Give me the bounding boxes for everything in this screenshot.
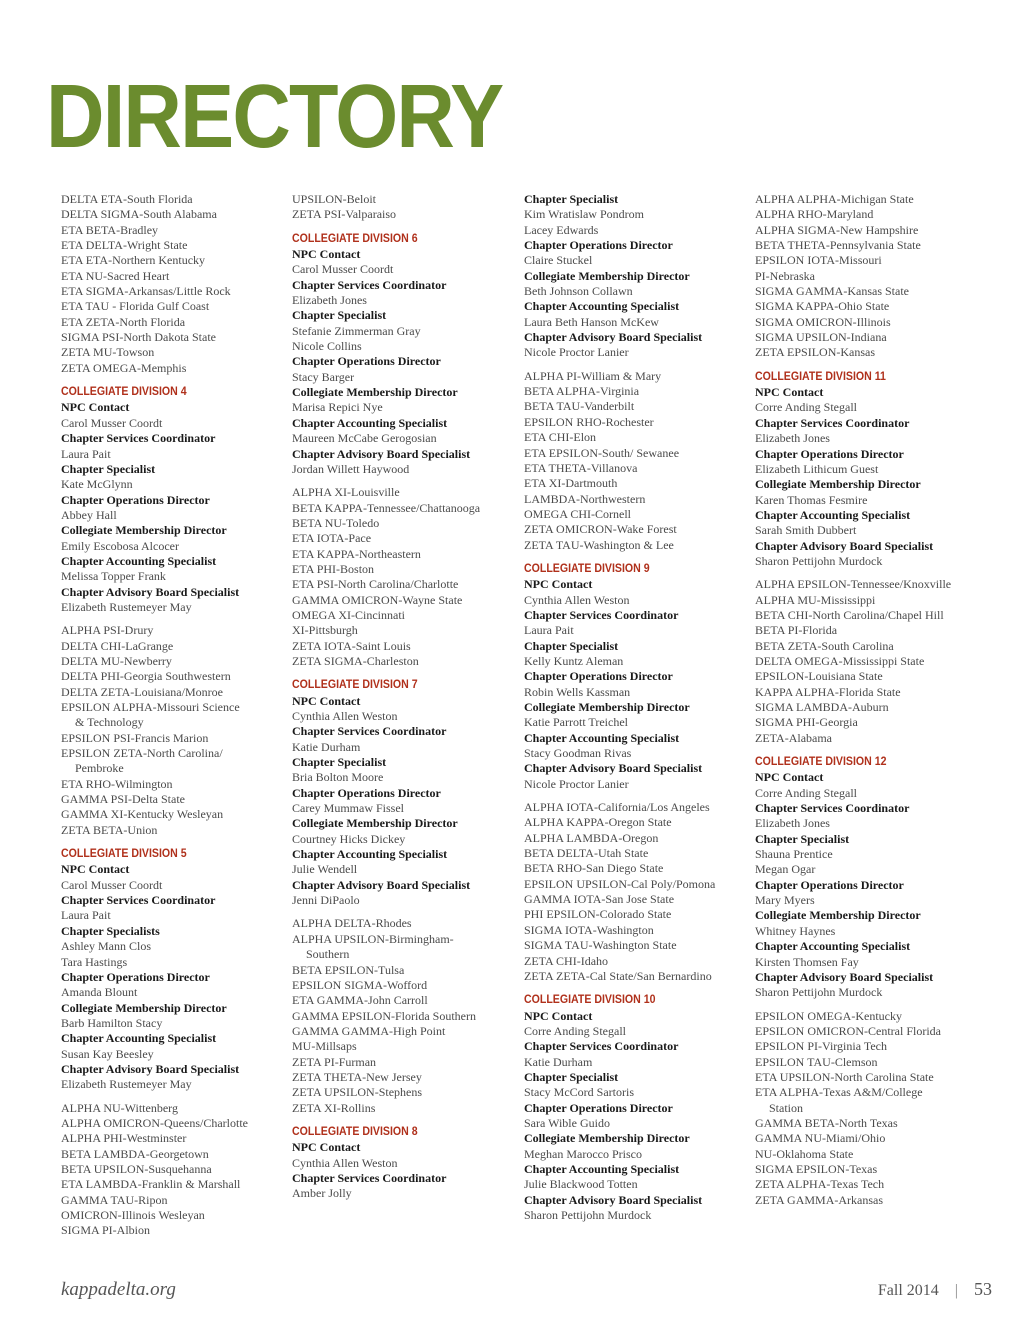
role-title: Chapter Specialist <box>524 192 619 206</box>
role-title: Chapter Specialists <box>61 923 160 938</box>
entry-line: ETA IOTA-Pace <box>292 531 372 546</box>
role-title: Chapter Services Coordinator <box>292 277 447 292</box>
entry-line: OMEGA CHI-Cornell <box>524 506 631 521</box>
entry-line-continuation: Station <box>769 1100 804 1115</box>
role-title: Chapter Services Coordinator <box>61 431 216 446</box>
entry-line: Maureen McCabe Gerogosian <box>292 431 437 446</box>
entry-line: Cynthia Allen Weston <box>292 709 398 723</box>
role-title: Chapter Operations Director <box>61 969 210 984</box>
entry-line: DELTA SIGMA-South Alabama <box>61 207 217 222</box>
entry-line: BETA TAU-Vanderbilt <box>524 399 635 414</box>
entry-line: Elizabeth Lithicum Guest <box>755 461 879 476</box>
entry-line: Susan Kay Beesley <box>61 1046 154 1061</box>
issue-label: Fall 2014 <box>877 1282 939 1299</box>
entry-line: ETA XI-Dartmouth <box>524 476 618 491</box>
entry-line: Laura Pait <box>524 623 574 638</box>
entry-line: SIGMA UPSILON-Indiana <box>755 330 887 345</box>
entry-line: Stacy Barger <box>292 369 355 384</box>
entry-line: GAMMA TAU-Ripon <box>61 1192 168 1207</box>
entry-line: ETA EPSILON-South/ Sewanee <box>524 445 680 460</box>
entry-line: ETA GAMMA-John Carroll <box>292 993 428 1008</box>
entry-line: EPSILON SIGMA-Wofford <box>292 977 428 992</box>
entry-line: ETA ETA-Northern Kentucky <box>61 253 206 268</box>
entry-line: ZETA UPSILON-Stephens <box>292 1085 423 1100</box>
role-title: Chapter Services Coordinator <box>292 724 447 739</box>
role-title: Chapter Services Coordinator <box>292 1170 447 1185</box>
role-title: Chapter Operations Director <box>524 238 673 253</box>
division-heading: COLLEGIATE DIVISION 10 <box>524 994 656 1007</box>
role-title: Chapter Services Coordinator <box>61 893 216 908</box>
role-title: Chapter Accounting Specialist <box>61 553 217 568</box>
role-title: Chapter Advisory Board Specialist <box>755 969 934 984</box>
entry-line: ETA PSI-North Carolina/Charlotte <box>292 577 459 592</box>
entry-line: XI-Pittsburgh <box>292 623 358 638</box>
role-title: Chapter Advisory Board Specialist <box>61 584 240 599</box>
entry-line: Cynthia Allen Weston <box>292 1155 398 1170</box>
entry-line: ZETA BETA-Union <box>61 822 158 837</box>
entry-line: BETA ZETA-South Carolina <box>755 638 894 653</box>
role-title: Chapter Accounting Specialist <box>61 1031 217 1046</box>
entry-line: Nicole Proctor Lanier <box>524 345 629 360</box>
role-title: Chapter Operations Director <box>292 785 441 800</box>
entry-line: ETA UPSILON-North Carolina State <box>755 1069 934 1084</box>
entry-line: ETA CHI-Elon <box>524 430 597 445</box>
role-title: Chapter Accounting Specialist <box>755 939 911 954</box>
entry-line: SIGMA OMICRON-Illinois <box>755 314 891 329</box>
entry-line-continuation: Pembroke <box>75 761 124 776</box>
entry-line: SIGMA GAMMA-Kansas State <box>755 284 909 299</box>
entry-line: SIGMA EPSILON-Texas <box>755 1161 878 1176</box>
entry-line: ALPHA PHI-Westminster <box>61 1131 187 1146</box>
entry-line: EPSILON UPSILON-Cal Poly/Pomona <box>524 876 716 891</box>
entry-line: SIGMA PHI-Georgia <box>755 715 858 730</box>
entry-line: DELTA PHI-Georgia Southwestern <box>61 669 231 684</box>
role-title: Chapter Operations Director <box>524 1100 673 1115</box>
entry-line: Jenni DiPaolo <box>292 893 360 908</box>
role-title: Chapter Services Coordinator <box>524 1039 679 1054</box>
entry-line: SIGMA LAMBDA-Auburn <box>755 700 889 714</box>
entry-line: SIGMA IOTA-Washington <box>524 922 654 937</box>
entry-line: BETA LAMBDA-Georgetown <box>61 1146 209 1161</box>
entry-line: ZETA XI-Rollins <box>292 1100 376 1115</box>
entry-line: Laura Pait <box>61 908 111 923</box>
division-heading: COLLEGIATE DIVISION 11 <box>755 370 886 383</box>
entry-line-continuation: Southern <box>306 947 350 962</box>
entry-line: OMEGA XI-Cincinnati <box>292 607 405 622</box>
entry-line: EPSILON RHO-Rochester <box>524 414 654 429</box>
role-title: NPC Contact <box>61 400 130 415</box>
entry-line: Laura Pait <box>61 446 111 461</box>
role-title: NPC Contact <box>292 247 361 262</box>
entry-line: Carol Musser Coordt <box>61 877 163 892</box>
role-title: Collegiate Membership Director <box>61 1000 227 1015</box>
entry-line: BETA THETA-Pennsylvania State <box>755 238 921 253</box>
entry-line: Nicole Collins <box>292 339 362 354</box>
entry-line: EPSILON IOTA-Missouri <box>755 253 882 268</box>
entry-line: Bria Bolton Moore <box>292 770 384 785</box>
entry-line: ZETA PI-Furman <box>292 1054 377 1069</box>
entry-line: ALPHA LAMBDA-Oregon <box>524 830 659 845</box>
entry-line: Elizabeth Rustemeyer May <box>61 599 192 614</box>
entry-line: Sara Wible Guido <box>524 1115 610 1130</box>
role-title: Chapter Services Coordinator <box>524 607 679 622</box>
entry-line: ZETA-Alabama <box>755 730 833 745</box>
entry-line: Sarah Smith Dubbert <box>755 523 857 538</box>
entry-line: ETA KAPPA-Northeastern <box>292 546 421 561</box>
role-title: Chapter Accounting Specialist <box>292 847 448 862</box>
role-title: NPC Contact <box>524 1008 593 1023</box>
entry-line: GAMMA IOTA-San Jose State <box>524 892 675 907</box>
entry-line: Katie Parrott Treichel <box>524 715 628 730</box>
entry-line: Tara Hastings <box>61 954 128 969</box>
entry-line: Elizabeth Jones <box>755 431 830 446</box>
role-title: Chapter Advisory Board Specialist <box>292 446 471 461</box>
role-title: Chapter Specialist <box>292 308 387 323</box>
page-number: 53 <box>974 1279 992 1299</box>
role-title: Chapter Operations Director <box>755 446 904 461</box>
entry-line: ZETA OMICRON-Wake Forest <box>524 522 677 537</box>
role-title: Chapter Advisory Board Specialist <box>755 538 934 553</box>
entry-line: Abbey Hall <box>61 507 117 522</box>
entry-line: Courtney Hicks Dickey <box>292 831 406 846</box>
footer-issue <box>878 1279 992 1300</box>
entry-line: LAMBDA-Northwestern <box>524 491 646 506</box>
role-title: Chapter Accounting Specialist <box>755 507 911 522</box>
entry-line: ETA TAU - Florida Gulf Coast <box>61 299 210 314</box>
entry-line: Marisa Repici Nye <box>292 400 383 415</box>
entry-line: ETA SIGMA-Arkansas/Little Rock <box>61 284 231 299</box>
entry-line: ZETA THETA-New Jersey <box>292 1069 422 1084</box>
role-title: Chapter Accounting Specialist <box>524 1161 680 1176</box>
role-title: Chapter Services Coordinator <box>755 415 910 430</box>
entry-line: EPSILON ALPHA-Missouri Science <box>61 700 240 714</box>
role-title: Collegiate Membership Director <box>755 477 921 492</box>
entry-line: EPSILON OMEGA-Kentucky <box>755 1008 902 1023</box>
entry-line: ETA ZETA-North Florida <box>61 314 186 329</box>
entry-line: BETA KAPPA-Tennessee/Chattanooga <box>292 500 481 515</box>
division-heading: COLLEGIATE DIVISION 5 <box>61 848 187 861</box>
entry-line: Elizabeth Jones <box>292 293 367 308</box>
entry-line: ZETA MU-Towson <box>61 345 155 360</box>
entry-line: Kim Wratislaw Pondrom <box>524 207 644 222</box>
role-title: Chapter Advisory Board Specialist <box>524 330 703 345</box>
entry-line: DELTA ETA-South Florida <box>61 192 193 206</box>
entry-line: EPSILON-Louisiana State <box>755 669 883 684</box>
entry-line: GAMMA GAMMA-High Point <box>292 1023 446 1038</box>
role-title: Collegiate Membership Director <box>755 908 921 923</box>
entry-line: Sharon Pettijohn Murdock <box>524 1208 652 1222</box>
role-title: NPC Contact <box>61 862 130 877</box>
entry-line: ALPHA RHO-Maryland <box>755 207 874 222</box>
entry-line: ZETA ALPHA-Texas Tech <box>755 1177 885 1192</box>
entry-line: ALPHA UPSILON-Birmingham- <box>292 931 454 946</box>
entry-line: Nicole Proctor Lanier <box>524 776 629 791</box>
role-title: Chapter Specialist <box>524 1069 619 1084</box>
role-title: Chapter Services Coordinator <box>755 801 910 816</box>
entry-line: ALPHA OMICRON-Queens/Charlotte <box>61 1115 248 1130</box>
entry-line: Whitney Haynes <box>755 923 836 938</box>
entry-line: GAMMA XI-Kentucky Wesleyan <box>61 807 224 822</box>
entry-line: SIGMA PI-Albion <box>61 1223 151 1238</box>
entry-line: SIGMA KAPPA-Ohio State <box>755 299 890 314</box>
entry-line: ETA DELTA-Wright State <box>61 238 188 253</box>
entry-line: Cynthia Allen Weston <box>524 592 630 607</box>
entry-line: ALPHA MU-Mississippi <box>755 592 876 607</box>
entry-line: Corre Anding Stegall <box>755 400 857 415</box>
entry-line: Carol Musser Coordt <box>61 415 163 430</box>
division-heading: COLLEGIATE DIVISION 8 <box>292 1125 418 1138</box>
entry-line: Katie Durham <box>292 739 361 754</box>
entry-line: ETA THETA-Villanova <box>524 460 638 475</box>
role-title: NPC Contact <box>755 385 824 400</box>
entry-line: Amanda Blount <box>61 985 138 1000</box>
entry-line: Amber Jolly <box>292 1186 352 1201</box>
entry-line: KAPPA ALPHA-Florida State <box>755 684 901 699</box>
division-heading: COLLEGIATE DIVISION 9 <box>524 562 650 575</box>
entry-line: Megan Ogar <box>755 862 816 877</box>
entry-line: ALPHA SIGMA-New Hampshire <box>755 222 919 237</box>
entry-line: GAMMA NU-Miami/Ohio <box>755 1131 886 1146</box>
role-title: Chapter Accounting Specialist <box>524 299 680 314</box>
role-title: Chapter Accounting Specialist <box>524 730 680 745</box>
entry-line-continuation: & Technology <box>75 715 144 730</box>
role-title: Collegiate Membership Director <box>524 1131 690 1146</box>
role-title: NPC Contact <box>292 693 361 708</box>
footer-separator: | <box>954 1282 958 1299</box>
entry-line: Emily Escobosa Alcocer <box>61 538 179 553</box>
entry-line: GAMMA EPSILON-Florida Southern <box>292 1008 477 1023</box>
role-title: Chapter Advisory Board Specialist <box>524 1192 703 1207</box>
entry-line: ZETA GAMMA-Arkansas <box>755 1192 884 1207</box>
entry-line: Karen Thomas Fesmire <box>755 492 868 507</box>
entry-line: Sharon Pettijohn Murdock <box>755 553 883 568</box>
entry-line: ALPHA PI-William & Mary <box>524 368 662 383</box>
role-title: Collegiate Membership Director <box>524 268 690 283</box>
entry-line: BETA ALPHA-Virginia <box>524 384 640 399</box>
entry-line: BETA UPSILON-Susquehanna <box>61 1161 212 1176</box>
role-title: Collegiate Membership Director <box>292 816 458 831</box>
entry-line: ETA LAMBDA-Franklin & Marshall <box>61 1177 241 1192</box>
entry-line: ALPHA EPSILON-Tennessee/Knoxville <box>755 577 952 592</box>
entry-line: Beth Johnson Collawn <box>524 284 633 299</box>
entry-line: Stacy Goodman Rivas <box>524 746 632 761</box>
entry-line: BETA CHI-North Carolina/Chapel Hill <box>755 607 944 622</box>
entry-line: EPSILON TAU-Clemson <box>755 1054 878 1069</box>
role-title: Chapter Operations Director <box>61 492 210 507</box>
entry-line: Mary Myers <box>755 893 815 908</box>
role-title: Chapter Specialist <box>524 638 619 653</box>
entry-line: ZETA SIGMA-Charleston <box>292 653 419 668</box>
directory-column-4 <box>755 192 980 1208</box>
entry-line: EPSILON PSI-Francis Marion <box>61 730 209 745</box>
entry-line: ZETA ZETA-Cal State/San Bernardino <box>524 968 712 983</box>
role-title: Chapter Operations Director <box>292 354 441 369</box>
entry-line: BETA DELTA-Utah State <box>524 846 649 861</box>
division-heading: COLLEGIATE DIVISION 4 <box>61 386 187 399</box>
entry-line: DELTA ZETA-Louisiana/Monroe <box>61 684 223 699</box>
entry-line: UPSILON-Beloit <box>292 192 376 206</box>
entry-line: ETA NU-Sacred Heart <box>61 268 170 283</box>
page-title: DIRECTORY <box>46 67 503 167</box>
role-title: Chapter Specialist <box>755 831 850 846</box>
entry-line: Carey Mummaw Fissel <box>292 801 404 816</box>
role-title: NPC Contact <box>524 577 593 592</box>
entry-line: SIGMA PSI-North Dakota State <box>61 330 216 345</box>
entry-line: Stacy McCord Sartoris <box>524 1085 634 1100</box>
role-title: NPC Contact <box>755 770 824 785</box>
role-title: Chapter Accounting Specialist <box>292 415 448 430</box>
entry-line: Katie Durham <box>524 1054 593 1069</box>
entry-line: ETA PHI-Boston <box>292 561 375 576</box>
directory-column-2 <box>292 192 517 1202</box>
entry-line: Ashley Mann Clos <box>61 939 151 954</box>
entry-line: EPSILON PI-Virginia Tech <box>755 1039 887 1054</box>
entry-line: Carol Musser Coordt <box>292 262 394 277</box>
entry-line: ZETA PSI-Valparaiso <box>292 207 397 222</box>
entry-line: Corre Anding Stegall <box>755 785 857 800</box>
entry-line: PI-Nebraska <box>755 268 815 283</box>
entry-line: OMICRON-Illinois Wesleyan <box>61 1208 205 1222</box>
entry-line: Julie Wendell <box>292 862 358 877</box>
entry-line: Laura Beth Hanson McKew <box>524 314 659 329</box>
role-title: NPC Contact <box>292 1140 361 1155</box>
entry-line: BETA RHO-San Diego State <box>524 861 664 876</box>
entry-line: GAMMA OMICRON-Wayne State <box>292 592 463 607</box>
entry-line: Corre Anding Stegall <box>524 1023 626 1038</box>
role-title: Chapter Advisory Board Specialist <box>292 877 471 892</box>
entry-line: BETA NU-Toledo <box>292 515 380 530</box>
entry-line: BETA EPSILON-Tulsa <box>292 962 405 977</box>
entry-line: Meghan Marocco Prisco <box>524 1146 642 1161</box>
entry-line: DELTA CHI-LaGrange <box>61 638 174 653</box>
entry-line: DELTA OMEGA-Mississippi State <box>755 653 925 668</box>
directory-column-1 <box>61 192 286 1239</box>
entry-line: ALPHA DELTA-Rhodes <box>292 916 412 931</box>
directory-column-3 <box>524 192 749 1223</box>
entry-line: SIGMA TAU-Washington State <box>524 938 677 953</box>
entry-line: Elizabeth Jones <box>755 816 830 831</box>
entry-line: PHI EPSILON-Colorado State <box>524 907 672 922</box>
role-title: Chapter Specialist <box>61 461 156 476</box>
entry-line: ZETA IOTA-Saint Louis <box>292 638 411 653</box>
role-title: Chapter Operations Director <box>524 669 673 684</box>
role-title: Collegiate Membership Director <box>61 523 227 538</box>
entry-line: Jordan Willett Haywood <box>292 461 410 476</box>
entry-line: Shauna Prentice <box>755 847 833 862</box>
role-title: Chapter Advisory Board Specialist <box>524 761 703 776</box>
entry-line: Robin Wells Kassman <box>524 684 631 699</box>
entry-line: Stefanie Zimmerman Gray <box>292 323 421 338</box>
division-heading: COLLEGIATE DIVISION 6 <box>292 232 418 245</box>
entry-line: ETA RHO-Wilmington <box>61 776 173 791</box>
entry-line: Elizabeth Rustemeyer May <box>61 1077 192 1092</box>
entry-line: ZETA TAU-Washington & Lee <box>524 537 674 552</box>
entry-line: ALPHA XI-Louisville <box>292 485 400 500</box>
footer-website: kappadelta.org <box>61 1279 176 1300</box>
entry-line: EPSILON ZETA-North Carolina/ <box>61 746 223 761</box>
entry-line: ETA BETA-Bradley <box>61 222 159 237</box>
role-title: Chapter Advisory Board Specialist <box>61 1061 240 1076</box>
entry-line: Lacey Edwards <box>524 222 599 237</box>
role-title: Chapter Operations Director <box>755 877 904 892</box>
entry-line: Julie Blackwood Totten <box>524 1177 638 1192</box>
entry-line: GAMMA BETA-North Texas <box>755 1115 898 1130</box>
entry-line: ETA ALPHA-Texas A&M/College <box>755 1085 923 1100</box>
entry-line: ALPHA IOTA-California/Los Angeles <box>524 800 710 815</box>
entry-line: ALPHA NU-Wittenberg <box>61 1100 178 1115</box>
entry-line: BETA PI-Florida <box>755 623 838 638</box>
entry-line: NU-Oklahoma State <box>755 1146 854 1161</box>
entry-line: ALPHA KAPPA-Oregon State <box>524 815 672 830</box>
entry-line: Claire Stuckel <box>524 253 593 268</box>
role-title: Chapter Specialist <box>292 755 387 770</box>
entry-line: DELTA MU-Newberry <box>61 653 172 668</box>
entry-line: MU-Millsaps <box>292 1039 357 1054</box>
role-title: Collegiate Membership Director <box>292 385 458 400</box>
entry-line: ALPHA PSI-Drury <box>61 623 154 638</box>
entry-line: ALPHA ALPHA-Michigan State <box>755 192 914 206</box>
entry-line: GAMMA PSI-Delta State <box>61 792 185 807</box>
entry-line: ZETA EPSILON-Kansas <box>755 345 876 360</box>
entry-line: Sharon Pettijohn Murdock <box>755 985 883 1000</box>
entry-line: Kelly Kuntz Aleman <box>524 653 624 668</box>
entry-line: EPSILON OMICRON-Central Florida <box>755 1023 941 1038</box>
entry-line: Melissa Topper Frank <box>61 569 166 584</box>
division-heading: COLLEGIATE DIVISION 12 <box>755 756 887 769</box>
role-title: Collegiate Membership Director <box>524 700 690 714</box>
entry-line: ZETA OMEGA-Memphis <box>61 360 187 375</box>
entry-line: Kate McGlynn <box>61 477 133 492</box>
division-heading: COLLEGIATE DIVISION 7 <box>292 679 418 692</box>
entry-line: Barb Hamilton Stacy <box>61 1015 163 1030</box>
entry-line: ZETA CHI-Idaho <box>524 953 609 968</box>
entry-line: Kirsten Thomsen Fay <box>755 954 859 969</box>
